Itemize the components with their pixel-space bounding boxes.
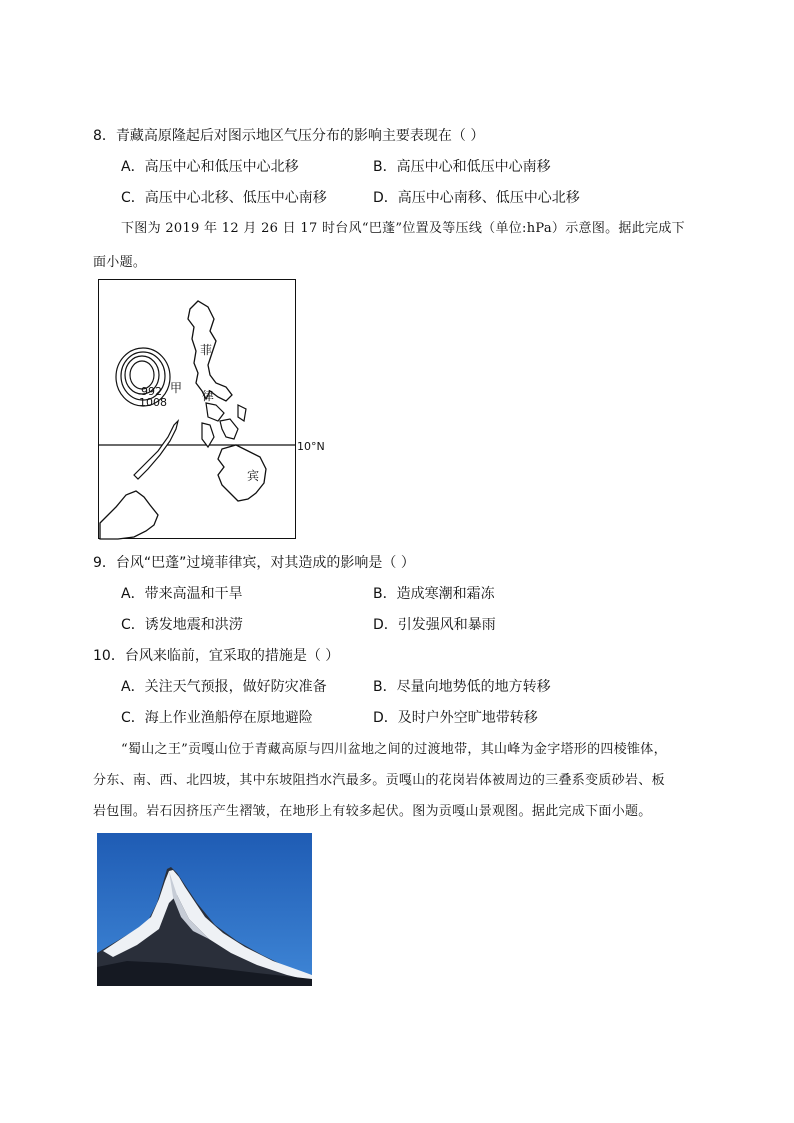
gongga-mountain-photo <box>97 833 312 986</box>
question-9-option-d: D．引发强风和暴雨 <box>373 617 496 633</box>
question-10-option-d: D．及时户外空旷地带转移 <box>373 710 538 726</box>
question-8-option-c: C．高压中心北移、低压中心南移 <box>121 190 327 206</box>
isobar-label-992: 992 <box>141 385 162 398</box>
question-9-option-c: C．诱发地震和洪涝 <box>121 617 243 633</box>
map-label-fei: 菲 <box>200 343 213 357</box>
question-9-option-b: B．造成寒潮和霜冻 <box>373 586 495 602</box>
mountain-intro-line-3: 岩包围。岩石因挤压产生褶皱，在地形上有较多起伏。图为贡嘎山景观图。据此完成下面小题。 <box>93 804 652 819</box>
typhoon-map-drawing <box>98 279 338 541</box>
typhoon-intro-line-2: 面小题。 <box>93 255 147 270</box>
visayas-island-3 <box>202 423 214 447</box>
question-10-stem: 10．台风来临前，宜采取的措施是（ ） <box>93 648 340 664</box>
question-10-option-c: C．海上作业渔船停在原地避险 <box>121 710 313 726</box>
typhoon-intro-line-1: 下图为 2019 年 12 月 26 日 17 时台风“巴蓬”位置及等压线（单位:hPa）示意图。据此完成下 <box>121 221 685 236</box>
mountain-intro-line-2: 分东、南、西、北四坡，其中东坡阻挡水汽最多。贡嘎山的花岗岩体被周边的三叠系变质砂岩、板 <box>93 773 665 788</box>
borneo-coast <box>100 491 158 539</box>
map-label-lv: 律 <box>202 389 215 403</box>
mountain-photo-drawing <box>97 833 312 986</box>
question-10-option-a: A．关注天气预报，做好防灾准备 <box>121 679 327 695</box>
visayas-island-2 <box>220 419 238 439</box>
map-label-bin: 宾 <box>247 469 260 483</box>
palawan-island <box>134 421 178 479</box>
question-8-option-a: A．高压中心和低压中心北移 <box>121 159 299 175</box>
question-8-option-b: B．高压中心和低压中心南移 <box>373 159 551 175</box>
question-8-stem: 8．青藏高原隆起后对图示地区气压分布的影响主要表现在（ ） <box>93 128 485 144</box>
mountain-intro-line-1: “蜀山之王”贡嘎山位于青藏高原与四川盆地之间的过渡地带，其山峰为金字塔形的四棱锥体， <box>121 742 667 757</box>
latitude-label: 10°N <box>297 440 325 453</box>
question-8-option-d: D．高压中心南移、低压中心北移 <box>373 190 580 206</box>
question-9-option-a: A．带来高温和干旱 <box>121 586 243 602</box>
typhoon-map <box>98 279 325 539</box>
question-10-option-b: B．尽量向地势低的地方转移 <box>373 679 551 695</box>
question-9-stem: 9．台风“巴蓬”过境菲律宾，对其造成的影响是（ ） <box>93 555 415 571</box>
map-label-jia: 甲 <box>170 381 183 395</box>
visayas-island-1 <box>206 403 224 421</box>
samar-island <box>238 405 246 421</box>
isobar-label-1008: 1008 <box>139 396 167 409</box>
